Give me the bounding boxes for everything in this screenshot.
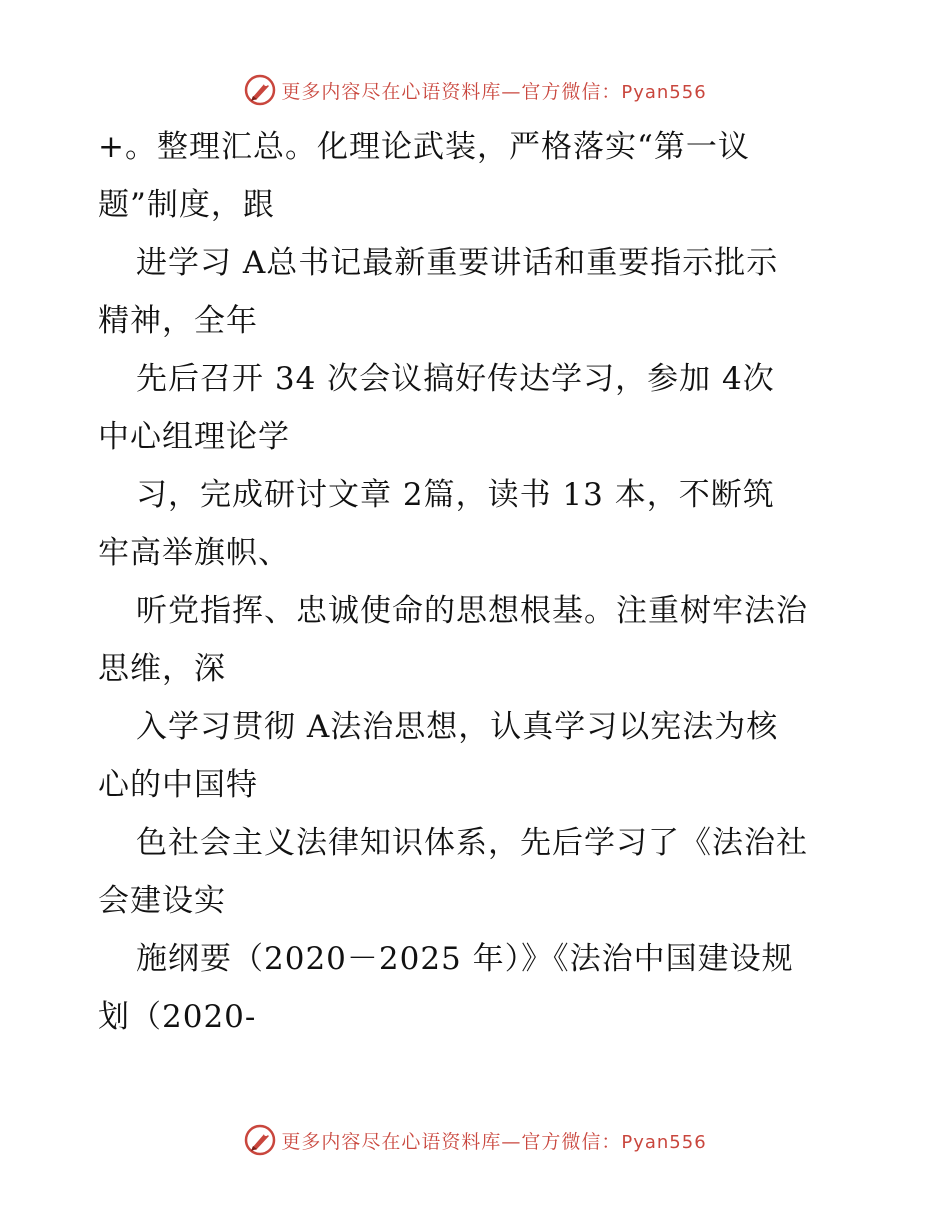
header-watermark: [0, 70, 950, 110]
watermark-text: [281, 1127, 706, 1154]
text-line: 牢高举旗帜、: [98, 535, 290, 571]
watermark-title: 更多内容尽在心语资料库—官方微信：: [281, 1130, 622, 1153]
pen-logo-icon: [243, 1123, 277, 1157]
text-line: 习，完成研讨文章 2篇，读书 13 本，不断筑: [136, 477, 775, 513]
watermark-wechat-id: Pyan556: [621, 81, 707, 103]
text-line: 色社会主义法律知识体系，先后学习了《法治社: [136, 825, 808, 861]
text-line: 进学习 A总书记最新重要讲话和重要指示批示: [136, 245, 779, 281]
text-line: +。整理汇总。化理论武装，严格落实“第一议: [98, 129, 750, 165]
text-line: 先后召开 34 次会议搞好传达学习，参加 4次: [136, 361, 775, 397]
text-line: 题”制度，跟: [98, 187, 275, 223]
watermark-title: 更多内容尽在心语资料库—官方微信：: [281, 80, 622, 103]
text-line: 中心组理论学: [98, 419, 290, 455]
text-line: 入学习贯彻 A法治思想，认真学习以宪法为核: [136, 709, 779, 745]
text-line: 精神，全年: [98, 303, 258, 339]
text-line: 施纲要（2020－2025 年）》《法治中国建设规: [136, 941, 794, 977]
watermark-wechat-id: Pyan556: [621, 1131, 707, 1153]
pen-logo-icon: [243, 73, 277, 107]
watermark-group: [243, 1123, 706, 1157]
footer-watermark: [0, 1120, 950, 1160]
text-line: 听党指挥、忠诚使命的思想根基。注重树牢法治: [136, 593, 808, 629]
text-line: 会建设实: [98, 883, 226, 919]
text-line: 心的中国特: [98, 767, 258, 803]
document-body: [98, 118, 878, 1046]
text-line: 思维，深: [98, 651, 226, 687]
watermark-text: [281, 77, 706, 104]
text-line: 划（2020-: [98, 999, 257, 1035]
watermark-group: [243, 73, 706, 107]
